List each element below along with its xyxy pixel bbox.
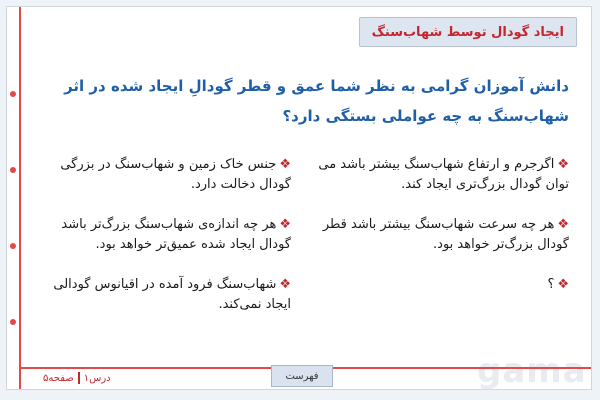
diamond-bullet-icon: ❖ — [279, 217, 291, 232]
item-text: هر چه اندازه‌ی شهاب‌سنگ بزرگ‌تر باشد گودال ایجاد شده عمیق‌تر خواهد بود. — [61, 217, 291, 252]
diamond-bullet-icon: ❖ — [557, 217, 569, 232]
page-label: صفحه۵ — [43, 372, 74, 384]
watermark-logo: gama — [477, 351, 587, 391]
footer-divider — [78, 372, 80, 384]
right-column — [313, 155, 569, 315]
list-item — [313, 155, 569, 195]
diamond-bullet-icon: ❖ — [279, 277, 291, 292]
page-title: ایجاد گودال توسط شهاب‌سنگ — [371, 24, 564, 40]
title-tab — [359, 17, 577, 47]
item-text: اگرجرم و ارتفاع شهاب‌سنگ بیشتر باشد می توان گودال بزرگ‌تری ایجاد کند. — [318, 157, 569, 192]
lesson-label: درس۱ — [83, 372, 111, 384]
item-text: شهاب‌سنگ فرود آمده در اقیانوس گودالی ایجاد نمی‌کند. — [53, 277, 291, 312]
diamond-bullet-icon: ❖ — [557, 157, 569, 172]
rail-dot — [10, 167, 16, 173]
item-text: جنس خاک زمین و شهاب‌سنگ در بزرگی گودال دخالت دارد. — [60, 157, 291, 192]
question-text: دانش آموزان گرامی به نظر شما عمق و قطر گودالِ ایجاد شده در اثر شهاب‌سنگ به چه عواملی بستگی دارد؟ — [64, 77, 569, 125]
list-item — [35, 215, 291, 255]
list-item — [313, 215, 569, 255]
slide — [6, 6, 592, 390]
page-indicator — [43, 372, 111, 384]
list-item — [35, 155, 291, 195]
footer — [21, 367, 591, 389]
rail-dot — [10, 243, 16, 249]
diamond-bullet-icon: ❖ — [279, 157, 291, 172]
list-item — [313, 275, 569, 295]
item-text: هر چه سرعت شهاب‌سنگ بیشتر باشد قطر گودال بزرگ‌تر خواهد بود. — [322, 217, 569, 252]
index-button[interactable]: فهرست — [271, 365, 333, 387]
list-item — [35, 275, 291, 315]
diamond-bullet-icon: ❖ — [557, 277, 569, 292]
left-rail — [7, 7, 21, 389]
rail-dot — [10, 91, 16, 97]
item-text: ؟ — [547, 277, 555, 292]
rail-dot — [10, 319, 16, 325]
left-column — [35, 155, 291, 335]
